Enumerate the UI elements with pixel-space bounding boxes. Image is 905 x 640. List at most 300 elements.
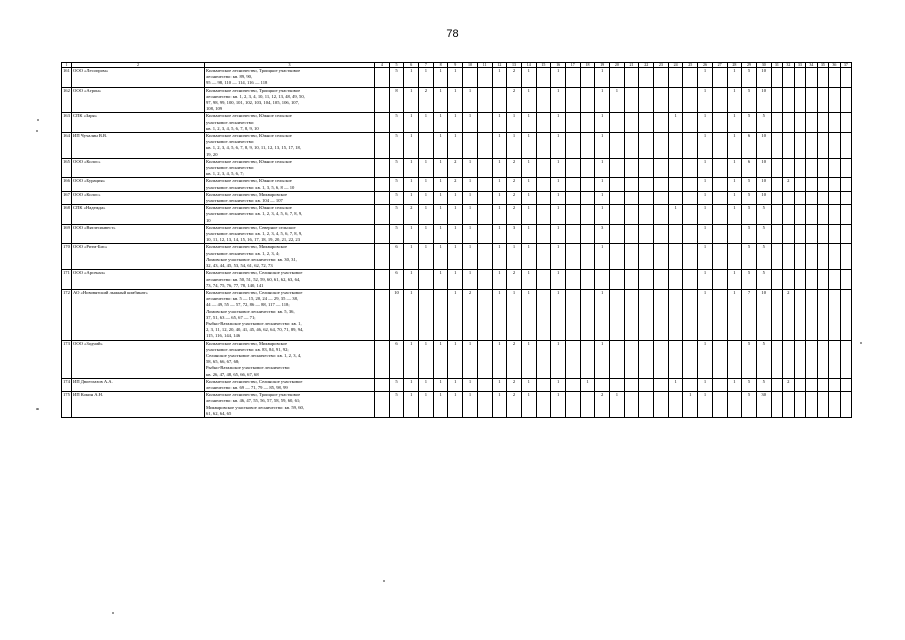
table-row (62, 289, 852, 340)
value-cell (683, 133, 698, 159)
value-cell: 1 (595, 340, 610, 378)
value-cell (829, 68, 841, 88)
value-cell: 1 (551, 244, 566, 270)
location-description (205, 158, 375, 178)
value-cell (654, 224, 669, 244)
value-cell (624, 224, 639, 244)
value-cell (668, 224, 683, 244)
value-cell (610, 191, 625, 204)
value-cell: 2 (507, 68, 522, 88)
value-cell (683, 244, 698, 270)
value-cell: 5 (742, 392, 757, 418)
column-header: 27 (712, 63, 727, 68)
value-cell (477, 224, 492, 244)
column-header: 36 (829, 63, 841, 68)
value-cell (610, 244, 625, 270)
location-line: Рыбно-Ватажское участковое лесничество: кв. 1, (206, 320, 302, 326)
value-cell (580, 392, 595, 418)
value-cell (794, 340, 806, 378)
value-cell: 1 (492, 378, 507, 391)
value-cell: 2 (783, 178, 795, 191)
column-header: 9 (448, 63, 463, 68)
scan-dot (860, 342, 862, 344)
value-cell (639, 392, 654, 418)
value-cell: 1 (595, 178, 610, 191)
value-cell: 1 (419, 244, 434, 270)
value-cell (829, 392, 841, 418)
scan-dot (36, 408, 39, 410)
value-cell (712, 68, 727, 88)
location-line: участковое лесничество: кв. 1, 2, 3, 4, 5, 6, 7, 8, 9, (206, 211, 303, 217)
value-cell: 1 (551, 133, 566, 159)
location-description (205, 113, 375, 133)
organization-name: ООО «Лесопром» (72, 68, 205, 88)
row-number: 175 (62, 392, 72, 418)
location-description (205, 68, 375, 88)
value-cell: 1 (492, 133, 507, 159)
location-description (205, 178, 375, 191)
value-cell: 1 (419, 205, 434, 225)
value-cell (683, 270, 698, 290)
column-header: 34 (806, 63, 818, 68)
value-cell: 1 (610, 392, 625, 418)
value-cell (783, 133, 795, 159)
value-cell: 1 (507, 113, 522, 133)
location-line: кв. 26, 47, 48, 65, 66, 67, 68 (206, 371, 259, 377)
value-cell: 10 (756, 289, 771, 340)
value-cell (817, 378, 829, 391)
table-row (62, 224, 852, 244)
table-row (62, 244, 852, 270)
value-cell: 1 (433, 68, 448, 88)
value-cell: 1 (521, 87, 536, 113)
value-cell: 5 (389, 205, 404, 225)
value-cell: 5 (742, 224, 757, 244)
row-number: 166 (62, 178, 72, 191)
value-cell: 2 (448, 178, 463, 191)
value-cell (829, 158, 841, 178)
organization-name: ООО «Агрон» (72, 87, 205, 113)
organization-name: ООО «Арсенал» (72, 270, 205, 290)
value-cell: 1 (404, 289, 419, 340)
location-line: 95 — 98, 110 — 114, 116 — 118 (206, 80, 268, 86)
table-row (62, 87, 852, 113)
location-line: 73, 74, 75, 76, 77, 78, 140, 141 (206, 282, 264, 288)
column-header: 25 (683, 63, 698, 68)
value-cell: 1 (419, 340, 434, 378)
value-cell (624, 113, 639, 133)
value-cell: 1 (595, 191, 610, 204)
location-line: лесничество: кв. 89, 90, (206, 74, 253, 80)
value-cell (683, 205, 698, 225)
value-cell (683, 378, 698, 391)
column-header: 32 (783, 63, 795, 68)
value-cell (375, 205, 390, 225)
value-cell: 1 (521, 340, 536, 378)
value-cell: 1 (727, 178, 742, 191)
value-cell: 1 (404, 378, 419, 391)
value-cell (580, 244, 595, 270)
value-cell: 1 (419, 113, 434, 133)
location-description (205, 392, 375, 418)
value-cell: 1 (521, 205, 536, 225)
value-cell (771, 178, 783, 191)
value-cell (595, 378, 610, 391)
value-cell (639, 289, 654, 340)
value-cell (806, 340, 818, 378)
value-cell: 1 (521, 289, 536, 340)
value-cell: 1 (433, 158, 448, 178)
value-cell (668, 392, 683, 418)
location-line: лесничество: кв. 50, 51, 52, 59, 60, 61, 62, 63, 64, (206, 276, 301, 282)
value-cell: 1 (448, 340, 463, 378)
value-cell: 2 (507, 205, 522, 225)
value-cell (654, 158, 669, 178)
value-cell: 1 (727, 133, 742, 159)
value-cell (536, 289, 551, 340)
value-cell (654, 289, 669, 340)
value-cell (683, 68, 698, 88)
value-cell (806, 191, 818, 204)
value-cell: 1 (521, 378, 536, 391)
value-cell (624, 270, 639, 290)
value-cell: 1 (492, 270, 507, 290)
value-cell (683, 289, 698, 340)
value-cell: 1 (463, 87, 478, 113)
value-cell (771, 270, 783, 290)
value-cell (668, 158, 683, 178)
value-cell (565, 133, 580, 159)
value-cell: 1 (727, 87, 742, 113)
value-cell: 1 (551, 378, 566, 391)
value-cell: 1 (433, 205, 448, 225)
value-cell: 2 (507, 270, 522, 290)
location-description (205, 133, 375, 159)
value-cell (536, 340, 551, 378)
value-cell: 30 (756, 392, 771, 418)
value-cell (683, 340, 698, 378)
value-cell: 2 (448, 158, 463, 178)
value-cell (375, 158, 390, 178)
value-cell (565, 158, 580, 178)
value-cell (565, 224, 580, 244)
value-cell (668, 270, 683, 290)
location-line: Кильмезское лесничество, Селинское участковое (206, 378, 303, 384)
value-cell: 1 (551, 68, 566, 88)
column-header: 19 (595, 63, 610, 68)
value-cell (806, 378, 818, 391)
location-line: участковое лесничество: кв. 1, 2, 3, 4; (206, 250, 280, 256)
location-line: Кильмезское лесничество, Троицкое участковое (206, 87, 301, 93)
value-cell: 1 (551, 340, 566, 378)
value-cell: 1 (551, 158, 566, 178)
location-line: кв. 1, 2, 3, 4, 5, 6, 7; (206, 171, 244, 177)
value-cell (375, 87, 390, 113)
value-cell: 1 (698, 178, 713, 191)
value-cell: 10 (389, 289, 404, 340)
value-cell (817, 270, 829, 290)
location-line: Кильмезское лесничество, Южное сельское (206, 113, 292, 119)
value-cell (840, 205, 852, 225)
location-line: участковое лесничество: кв. 1, 2, 3, 4, 5, 6, 7, 8, 9, (206, 231, 303, 237)
value-cell (654, 191, 669, 204)
value-cell: 1 (668, 113, 683, 133)
value-cell (654, 178, 669, 191)
value-cell: 1 (448, 270, 463, 290)
location-line: участковое лесничество: (206, 139, 255, 145)
value-cell: 2 (595, 392, 610, 418)
value-cell: 10 (756, 87, 771, 113)
value-cell (536, 68, 551, 88)
value-cell: 1 (448, 68, 463, 88)
value-cell: 2 (404, 205, 419, 225)
value-cell (580, 191, 595, 204)
value-cell (580, 87, 595, 113)
value-cell: 1 (521, 158, 536, 178)
value-cell (580, 224, 595, 244)
value-cell (477, 133, 492, 159)
value-cell: 1 (492, 205, 507, 225)
value-cell (712, 133, 727, 159)
value-cell (712, 289, 727, 340)
value-cell: 1 (551, 224, 566, 244)
location-line: 58, 65, 66, 67, 68; (206, 359, 240, 365)
value-cell (683, 224, 698, 244)
value-cell (840, 378, 852, 391)
column-header: 30 (756, 63, 771, 68)
value-cell: 2 (783, 378, 795, 391)
value-cell (639, 378, 654, 391)
value-cell (794, 270, 806, 290)
table-row (62, 178, 852, 191)
value-cell: 1 (448, 205, 463, 225)
row-number: 163 (62, 113, 72, 133)
value-cell (727, 244, 742, 270)
value-cell (375, 113, 390, 133)
value-cell (712, 224, 727, 244)
value-cell (817, 158, 829, 178)
organization-name: ИП Кокин А.Н. (72, 392, 205, 418)
value-cell (654, 113, 669, 133)
value-cell (419, 289, 434, 340)
value-cell (683, 158, 698, 178)
location-line: 115, 116, 144, 146 (206, 333, 241, 339)
value-cell: 1 (433, 270, 448, 290)
value-cell (624, 392, 639, 418)
value-cell: 1 (433, 133, 448, 159)
value-cell: 2 (507, 340, 522, 378)
value-cell (712, 270, 727, 290)
value-cell (668, 191, 683, 204)
location-line: Кильмезское лесничество, Южное сельское (206, 205, 292, 211)
value-cell (840, 68, 852, 88)
value-cell (840, 270, 852, 290)
value-cell (771, 392, 783, 418)
value-cell (610, 158, 625, 178)
value-cell (654, 87, 669, 113)
value-cell: 1 (521, 270, 536, 290)
value-cell (536, 378, 551, 391)
value-cell (536, 87, 551, 113)
value-cell (639, 244, 654, 270)
value-cell: 1 (595, 68, 610, 88)
value-cell (806, 68, 818, 88)
value-cell (610, 68, 625, 88)
value-cell (806, 205, 818, 225)
value-cell: 1 (595, 244, 610, 270)
value-cell (375, 392, 390, 418)
column-header: 28 (727, 63, 742, 68)
table-row (62, 378, 852, 391)
value-cell (712, 205, 727, 225)
value-cell (639, 113, 654, 133)
column-header: 2 (72, 63, 205, 68)
value-cell: 5 (742, 340, 757, 378)
value-cell (580, 68, 595, 88)
value-cell (840, 113, 852, 133)
value-cell (624, 87, 639, 113)
value-cell: 1 (419, 224, 434, 244)
value-cell: 1 (698, 289, 713, 340)
column-header: 33 (794, 63, 806, 68)
value-cell (624, 289, 639, 340)
value-cell (565, 113, 580, 133)
location-line: участковое лесничество: (206, 165, 255, 171)
location-line: 10 (206, 217, 211, 223)
value-cell (624, 340, 639, 378)
value-cell (817, 113, 829, 133)
scan-dot (36, 130, 38, 132)
value-cell (639, 133, 654, 159)
value-cell: 10 (756, 133, 771, 159)
value-cell: 5 (756, 378, 771, 391)
value-cell: 5 (742, 378, 757, 391)
organization-name: СПК «Заря» (72, 113, 205, 133)
value-cell (580, 340, 595, 378)
value-cell: 1 (492, 340, 507, 378)
value-cell: 1 (595, 205, 610, 225)
value-cell: 5 (756, 205, 771, 225)
value-cell: 1 (727, 270, 742, 290)
value-cell: 1 (419, 392, 434, 418)
value-cell (806, 270, 818, 290)
value-cell: 5 (742, 178, 757, 191)
value-cell: 1 (727, 158, 742, 178)
value-cell (829, 191, 841, 204)
value-cell: 1 (404, 224, 419, 244)
value-cell (595, 270, 610, 290)
value-cell (771, 340, 783, 378)
location-description (205, 87, 375, 113)
column-header: 16 (551, 63, 566, 68)
value-cell (639, 178, 654, 191)
value-cell (463, 68, 478, 88)
value-cell (817, 87, 829, 113)
value-cell: 2 (783, 289, 795, 340)
value-cell (536, 205, 551, 225)
value-cell (771, 87, 783, 113)
value-cell: 5 (756, 270, 771, 290)
organization-name: АО «Нововятский лыжный комбинат» (72, 289, 205, 340)
value-cell (806, 289, 818, 340)
value-cell: 8 (389, 87, 404, 113)
column-header: 13 (507, 63, 522, 68)
value-cell: 2 (419, 87, 434, 113)
value-cell: 1 (448, 244, 463, 270)
organization-name: ООО «Вятлесинвест» (72, 224, 205, 244)
column-header: 5 (389, 63, 404, 68)
location-line: Кильмезское лесничество, Южное сельское (206, 158, 292, 164)
location-line: 37, 51, 63 — 65, 67 — 71; (206, 314, 256, 320)
value-cell: 1 (698, 191, 713, 204)
value-cell (794, 205, 806, 225)
value-cell: 1 (727, 68, 742, 88)
column-header: 10 (463, 63, 478, 68)
value-cell: 1 (668, 205, 683, 225)
value-cell: 1 (551, 205, 566, 225)
register-table (61, 62, 852, 418)
value-cell: 1 (727, 191, 742, 204)
value-cell (783, 87, 795, 113)
value-cell: 5 (742, 244, 757, 270)
value-cell (536, 178, 551, 191)
value-cell (624, 191, 639, 204)
column-header: 26 (698, 63, 713, 68)
value-cell (477, 178, 492, 191)
value-cell (536, 113, 551, 133)
table-row (62, 133, 852, 159)
location-line: кв. 1, 2, 3, 4, 5, 6, 7, 8, 9, 10, 11, 12, 13, 15, 17, 18, (206, 145, 301, 151)
location-line: участковое лесничество: кв. 83, 84, 91, 92; (206, 346, 289, 352)
value-cell: 1 (492, 113, 507, 133)
scan-dot (37, 119, 39, 121)
column-header: 3 (205, 63, 375, 68)
row-number: 171 (62, 270, 72, 290)
value-cell (840, 340, 852, 378)
value-cell: 1 (404, 87, 419, 113)
location-line: Кильмезское лесничество, Микваровское (206, 340, 288, 346)
value-cell (829, 133, 841, 159)
value-cell: 6 (389, 244, 404, 270)
value-cell (536, 158, 551, 178)
value-cell: 5 (389, 113, 404, 133)
column-header: 11 (477, 63, 492, 68)
value-cell (375, 378, 390, 391)
table-row (62, 205, 852, 225)
location-description (205, 224, 375, 244)
value-cell: 1 (492, 68, 507, 88)
value-cell (639, 224, 654, 244)
value-cell (654, 340, 669, 378)
location-description (205, 289, 375, 340)
location-description (205, 270, 375, 290)
row-number: 173 (62, 340, 72, 378)
value-cell (624, 244, 639, 270)
location-line: Микваровское участковое лесничество: кв. 59, 60, (206, 404, 305, 410)
value-cell (806, 392, 818, 418)
value-cell: 6 (742, 133, 757, 159)
table-row (62, 191, 852, 204)
value-cell: 1 (521, 113, 536, 133)
value-cell: 5 (742, 205, 757, 225)
value-cell (727, 392, 742, 418)
value-cell: 1 (448, 224, 463, 244)
value-cell: 1 (521, 133, 536, 159)
value-cell: 5 (742, 270, 757, 290)
row-number: 161 (62, 68, 72, 88)
value-cell (375, 68, 390, 88)
value-cell (580, 133, 595, 159)
